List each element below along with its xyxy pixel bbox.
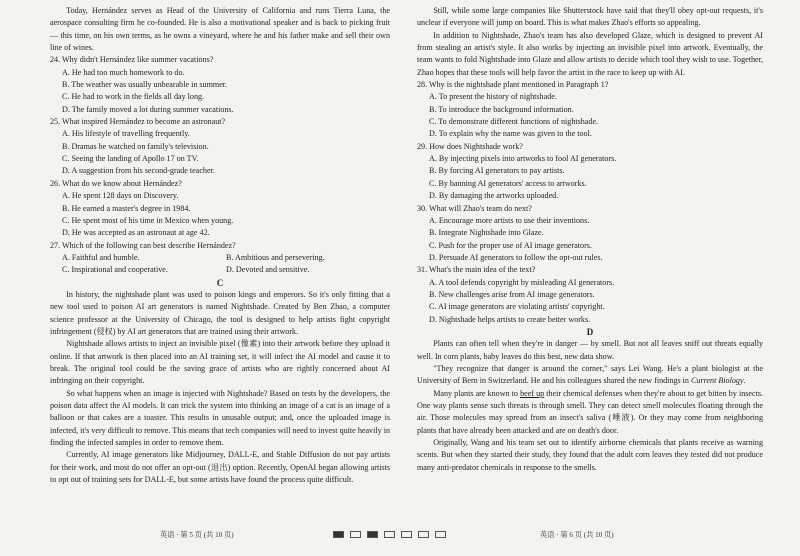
q29-option-b: B. By forcing AI generators to pay artists. bbox=[429, 166, 565, 176]
q28-option-a: A. To present the history of nightshade. bbox=[429, 92, 557, 102]
q24-option-c: C. He had to work in the fields all day long. bbox=[62, 92, 205, 102]
q31-option-b: B. New challenges arise from AI image generators. bbox=[429, 289, 595, 299]
q26-option-a: A. He spent 128 days on Discovery. bbox=[62, 191, 179, 201]
q28-option-d: D. To explain why the name was given to the tool. bbox=[429, 129, 592, 139]
section-heading-c: C bbox=[216, 277, 224, 288]
question-26: 26. What do we know about Hernández? bbox=[50, 178, 182, 188]
page-marker-boxes bbox=[333, 531, 446, 538]
q29-option-c: C. By banning AI generators' access to artworks. bbox=[429, 178, 587, 188]
question-24: 24. Why didn't Hernández like summer vacations? bbox=[50, 55, 214, 65]
passage-c-paragraph-2: Nightshade allows artists to inject an invisible pixel (像素) into their artwork before they upload it online. If that artwork is then placed into an AI training set, it will infect the AI model and cause it to break. The original tool could be the saving grace of artists who are rightly concerned about AI infringing on their copyright. bbox=[50, 339, 390, 386]
left-page-column bbox=[50, 5, 390, 486]
question-30: 30. What will Zhao's team do next? bbox=[417, 203, 532, 213]
page-mark-7 bbox=[435, 531, 446, 538]
q25-option-c: C. Seeing the landing of Apollo 17 on TV. bbox=[62, 154, 199, 164]
section-heading-d: D bbox=[586, 326, 594, 337]
passage-c-paragraph-5: Still, while some large companies like Shutterstock have said that they'll obey opt-out requests, it's unclear if everyone will jump on board. This is what makes Zhao's efforts so appealing. bbox=[417, 6, 763, 28]
q24-option-d: D. The family moved a lot during summer vacations. bbox=[62, 104, 234, 114]
question-31: 31. What's the main idea of the text? bbox=[417, 265, 536, 275]
question-29: 29. How does Nightshade work? bbox=[417, 141, 523, 151]
underlined-phrase: beef up bbox=[520, 388, 545, 398]
question-27: 27. Which of the following can best describe Hernández? bbox=[50, 240, 236, 250]
q31-option-d: D. Nightshade helps artists to create better works. bbox=[429, 314, 591, 324]
q25-option-a: A. His lifestyle of travelling frequently. bbox=[62, 129, 190, 139]
passage-d-paragraph-2 bbox=[417, 363, 763, 388]
passage-c-paragraph-1: In history, the nightshade plant was used to poison kings and emperors. So it's only fitting that a new tool used to poison AI art generators is named Nightshade. Created by Ben Zhao, a computer science professor at the University of Chicago, the tool is designed to help artists fight copyright infringement (侵权) by AI art generators that are trained using their artwork. bbox=[50, 289, 390, 336]
q26-option-d: D. He was accepted as an astronaut at age 42. bbox=[62, 228, 210, 238]
page-mark-3 bbox=[367, 531, 378, 538]
q27-option-d: D. Devoted and sensitive. bbox=[226, 265, 310, 275]
q28-option-b: B. To introduce the background information. bbox=[429, 104, 574, 114]
paragraph-intro: Today, Hernández serves as Head of the University of California and runs Tierra Luna, the aerospace consulting firm he co-founded. He is also a motivational speaker and is back to picking fruit — this time, on his own terms, as he owns a vineyard, where he and his father make and sell their own line of wines. bbox=[50, 6, 390, 53]
q27-option-c: C. Inspirational and cooperative. bbox=[62, 265, 168, 275]
passage-d-paragraph-4: Originally, Wang and his team set out to identify airborne chemicals that plants receive as warning scents. But when they started their study, they found that the adult corn leaves they tested did not produce many anti-predator chemicals in response to the smells. bbox=[417, 438, 763, 472]
journal-name: Current Biology bbox=[691, 376, 744, 386]
passage-d-paragraph-3-rest: their chemical defenses when they're about to get bitten by insects. One way plants sense such threats is through smell. They can detect smell molecules floating through the air. Those molecules may spread from an insect's saliva (唾液). Or they may come from neighboring plants that have already been attacked and are on death's door. bbox=[417, 388, 763, 435]
q31-option-a: A. A tool defends copyright by misleading AI generators. bbox=[429, 277, 615, 287]
passage-d-paragraph-3-start: Many plants are known to bbox=[433, 388, 521, 398]
passage-c-paragraph-6: In addition to Nightshade, Zhao's team has also developed Glaze, which is designed to prevent AI from stealing an artist's style. It also works by injecting an invisible pixel into artwork. Eventually, the team wants to fold Nightshade into Glaze and allow artists to decide which tool they wish to use. Together, Zhao hopes that these tools will help favor the artist in the race to keep up with AI. bbox=[417, 30, 764, 77]
right-page-column bbox=[417, 5, 763, 474]
q25-option-d: D. A suggestion from his second-grade teacher. bbox=[62, 166, 215, 176]
page-mark-6 bbox=[418, 531, 429, 538]
q25-option-b: B. Dramas he watched on family's television. bbox=[62, 141, 209, 151]
q29-option-d: D. By damaging the artworks uploaded. bbox=[429, 191, 559, 201]
passage-d-paragraph-3 bbox=[417, 388, 763, 437]
q26-option-b: B. He earned a master's degree in 1984. bbox=[62, 203, 191, 213]
page-mark-1 bbox=[333, 531, 344, 538]
passage-d-paragraph-2-text: "They recognize that danger is around the corner," says Lei Wang. He's a plant biologist at the University of Bern in Switzerland. He and his colleagues shared the new findings in bbox=[417, 363, 763, 386]
q24-option-a: A. He had too much homework to do. bbox=[62, 67, 185, 77]
passage-c-paragraph-3: So what happens when an image is injected with Nightshade? Based on tests by the developers, the poison data affect the AI models. It can trick the system into thinking an image of a cat is an image of a balloon or that cakes are a toaster. This results in unusable output; and, once the uploaded image is infected, it's very difficult to remove. This means that tech companies will need to invest quite heavily in finding the infected samples in order to remove them. bbox=[50, 388, 390, 448]
q27-options bbox=[50, 252, 390, 277]
q28-option-c: C. To demonstrate different functions of nightshade. bbox=[429, 117, 599, 127]
passage-d-paragraph-2-end: . bbox=[743, 376, 746, 386]
passage-d-paragraph-1: Plants can often tell when they're in danger — by smell. But not all leaves sniff out threats equally well. In corn plants, baby leaves do this best, new data show. bbox=[417, 339, 763, 361]
q29-option-a: A. By injecting pixels into artworks to fool AI generators. bbox=[429, 154, 617, 164]
q27-option-b: B. Ambitious and persevering. bbox=[226, 252, 325, 262]
page-mark-4 bbox=[384, 531, 395, 538]
question-25: 25. What inspired Hernández to become an astronaut? bbox=[50, 117, 226, 127]
footer-page-5: 英语 · 第 5 页 (共 10 页) bbox=[160, 531, 234, 539]
page-mark-5 bbox=[401, 531, 412, 538]
q30-option-c: C. Push for the proper use of AI image generators. bbox=[429, 240, 592, 250]
footer-page-6: 英语 · 第 6 页 (共 10 页) bbox=[540, 531, 614, 539]
q31-option-c: C. AI image generators are violating artists' copyright. bbox=[429, 302, 605, 312]
question-28: 28. Why is the nightshade plant mentioned in Paragraph 1? bbox=[417, 80, 609, 90]
q26-option-c: C. He spent most of his time in Mexico when young. bbox=[62, 215, 234, 225]
q24-option-b: B. The weather was usually unbearable in summer. bbox=[62, 80, 228, 90]
q30-option-d: D. Persuade AI generators to follow the opt-out rules. bbox=[429, 252, 603, 262]
q30-option-b: B. Integrate Nightshade into Glaze. bbox=[429, 228, 544, 238]
q30-option-a: A. Encourage more artists to use their inventions. bbox=[429, 215, 590, 225]
page-mark-2 bbox=[350, 531, 361, 538]
passage-c-paragraph-4: Currently, AI image generators like Midjourney, DALL-E, and Stable Diffusion do not pay artists for their work, and most do not offer an opt-out (退出) option. Recently, OpenAI began allowing artists to opt out of training sets for DALL-E, but some artists have found the process quite difficult. bbox=[50, 450, 390, 485]
q27-option-a: A. Faithful and humble. bbox=[62, 252, 140, 262]
